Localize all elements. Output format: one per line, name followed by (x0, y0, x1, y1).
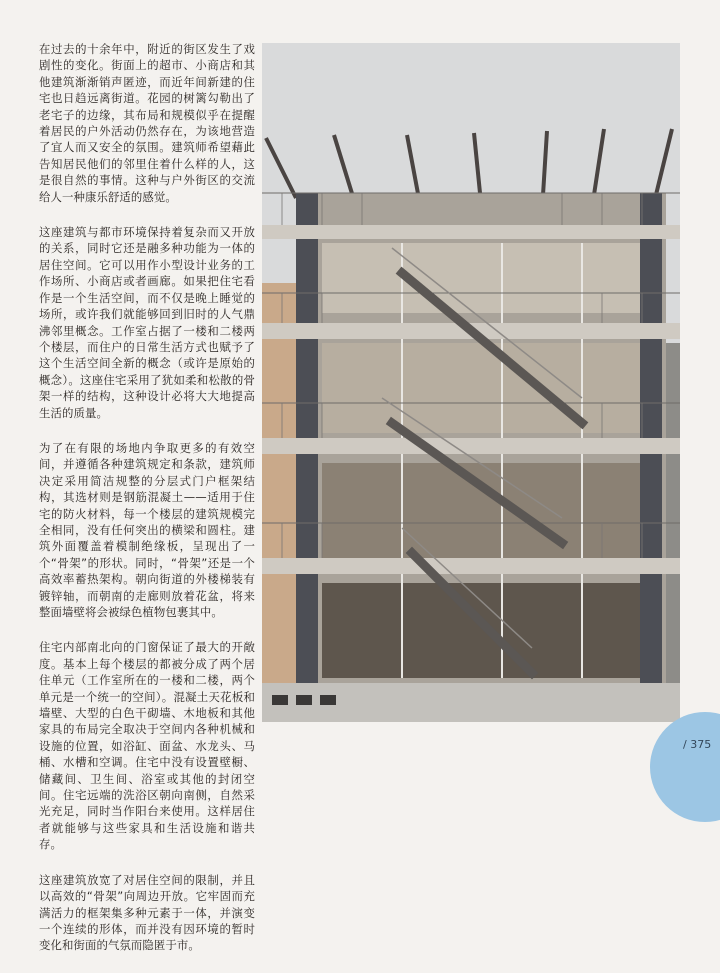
floor-2-interior (322, 463, 642, 558)
paragraph-3: 为了在有限的场地内争取更多的有效空间，并遵循各种建筑规定和条款，建筑师决定采用简洁规整的分层式门户框架结构，其选材则是钢筋混凝土——适用于住宅的防火材料，每一个楼层的建筑规模完全相同，没有任何突出的横梁和圆柱。建筑外面覆盖着模制绝缘板，呈现出了一个“骨架”的形状。同时，“骨架”还是一个高效率蓄热架构。朝向街道的外楼梯装有镀锌轴，而朝南的走廊则放着花盆，将来整面墙壁将会被绿色植物包裹其中。 (39, 440, 255, 619)
left-neighbor (262, 283, 296, 683)
floor-3-interior (322, 343, 642, 433)
floor-4-interior (322, 243, 642, 313)
page-number: / 375 (683, 738, 712, 751)
page-tab (650, 712, 720, 822)
building-illustration (262, 43, 680, 722)
floor-1-interior (322, 583, 642, 678)
drain-grates (272, 695, 336, 705)
paragraph-2: 这座建筑与都市环境保持着复杂而又开放的关系，同时它还是融多种功能为一体的居住空间。它可以用作小型设计业务的工作场所、小商店或者画廊。如果把住宅看作是一个生活空间，而不仅是晚上睡觉的场所，或许我们就能够回到旧时的人气鼎沸邻里概念。工作室占据了一楼和二楼两个楼层，而住户的日常生活方式也赋予了这个生活空间全新的概念（或许是原始的概念）。这座住宅采用了犹如柔和松散的骨架一样的结构，这种设计必将大大地提高生活的质量。 (39, 225, 255, 420)
paragraph-1: 在过去的十余年中，附近的街区发生了戏剧性的变化。街面上的超市、小商店和其他建筑渐渐销声匿迹，而近年间新建的住宅也日趋远离街道。花园的树篱勾勒出了老宅子的边缘，其布局和规模似乎在提醒着居民的户外活动仍然存在，为该地营造了宜人而又安全的氛围。建筑师希望藉此告知居民他们的邻里住着什么样的人，这是很自然的事情。这种与户外街区的交流给人一种康乐舒适的感觉。 (39, 42, 255, 204)
building-photo (262, 43, 680, 722)
article-text (39, 41, 255, 973)
paragraph-5: 这座建筑放宽了对居住空间的限制，并且以高效的“骨架”向周边开放。它牢固而充满活力的框架集多种元素于一体，并演变一个连续的形体，而并没有因环境的暂时变化和街面的气氛而隐匿于市。 (39, 872, 255, 953)
paragraph-4: 住宅内部南北向的门窗保证了最大的开敞度。基本上每个楼层的都被分成了两个居住单元（工作室所在的一楼和二楼，两个单元是一个统一的空间）。混凝土天花板和墙壁、大型的白色干砌墙、木地板和其他家具的布局完全取决于空间内各种机械和设施的位置，如浴缸、面盆、水龙头、马桶、水槽和空调。住宅中没有设置壁橱、储藏间、卫生间、浴室或其他的封闭空间。住宅远端的洗浴区朝向南侧，自然采光充足，同时当作阳台来使用。这样居住者就能够与这些家具和生活设施和谐共存。 (39, 640, 255, 852)
